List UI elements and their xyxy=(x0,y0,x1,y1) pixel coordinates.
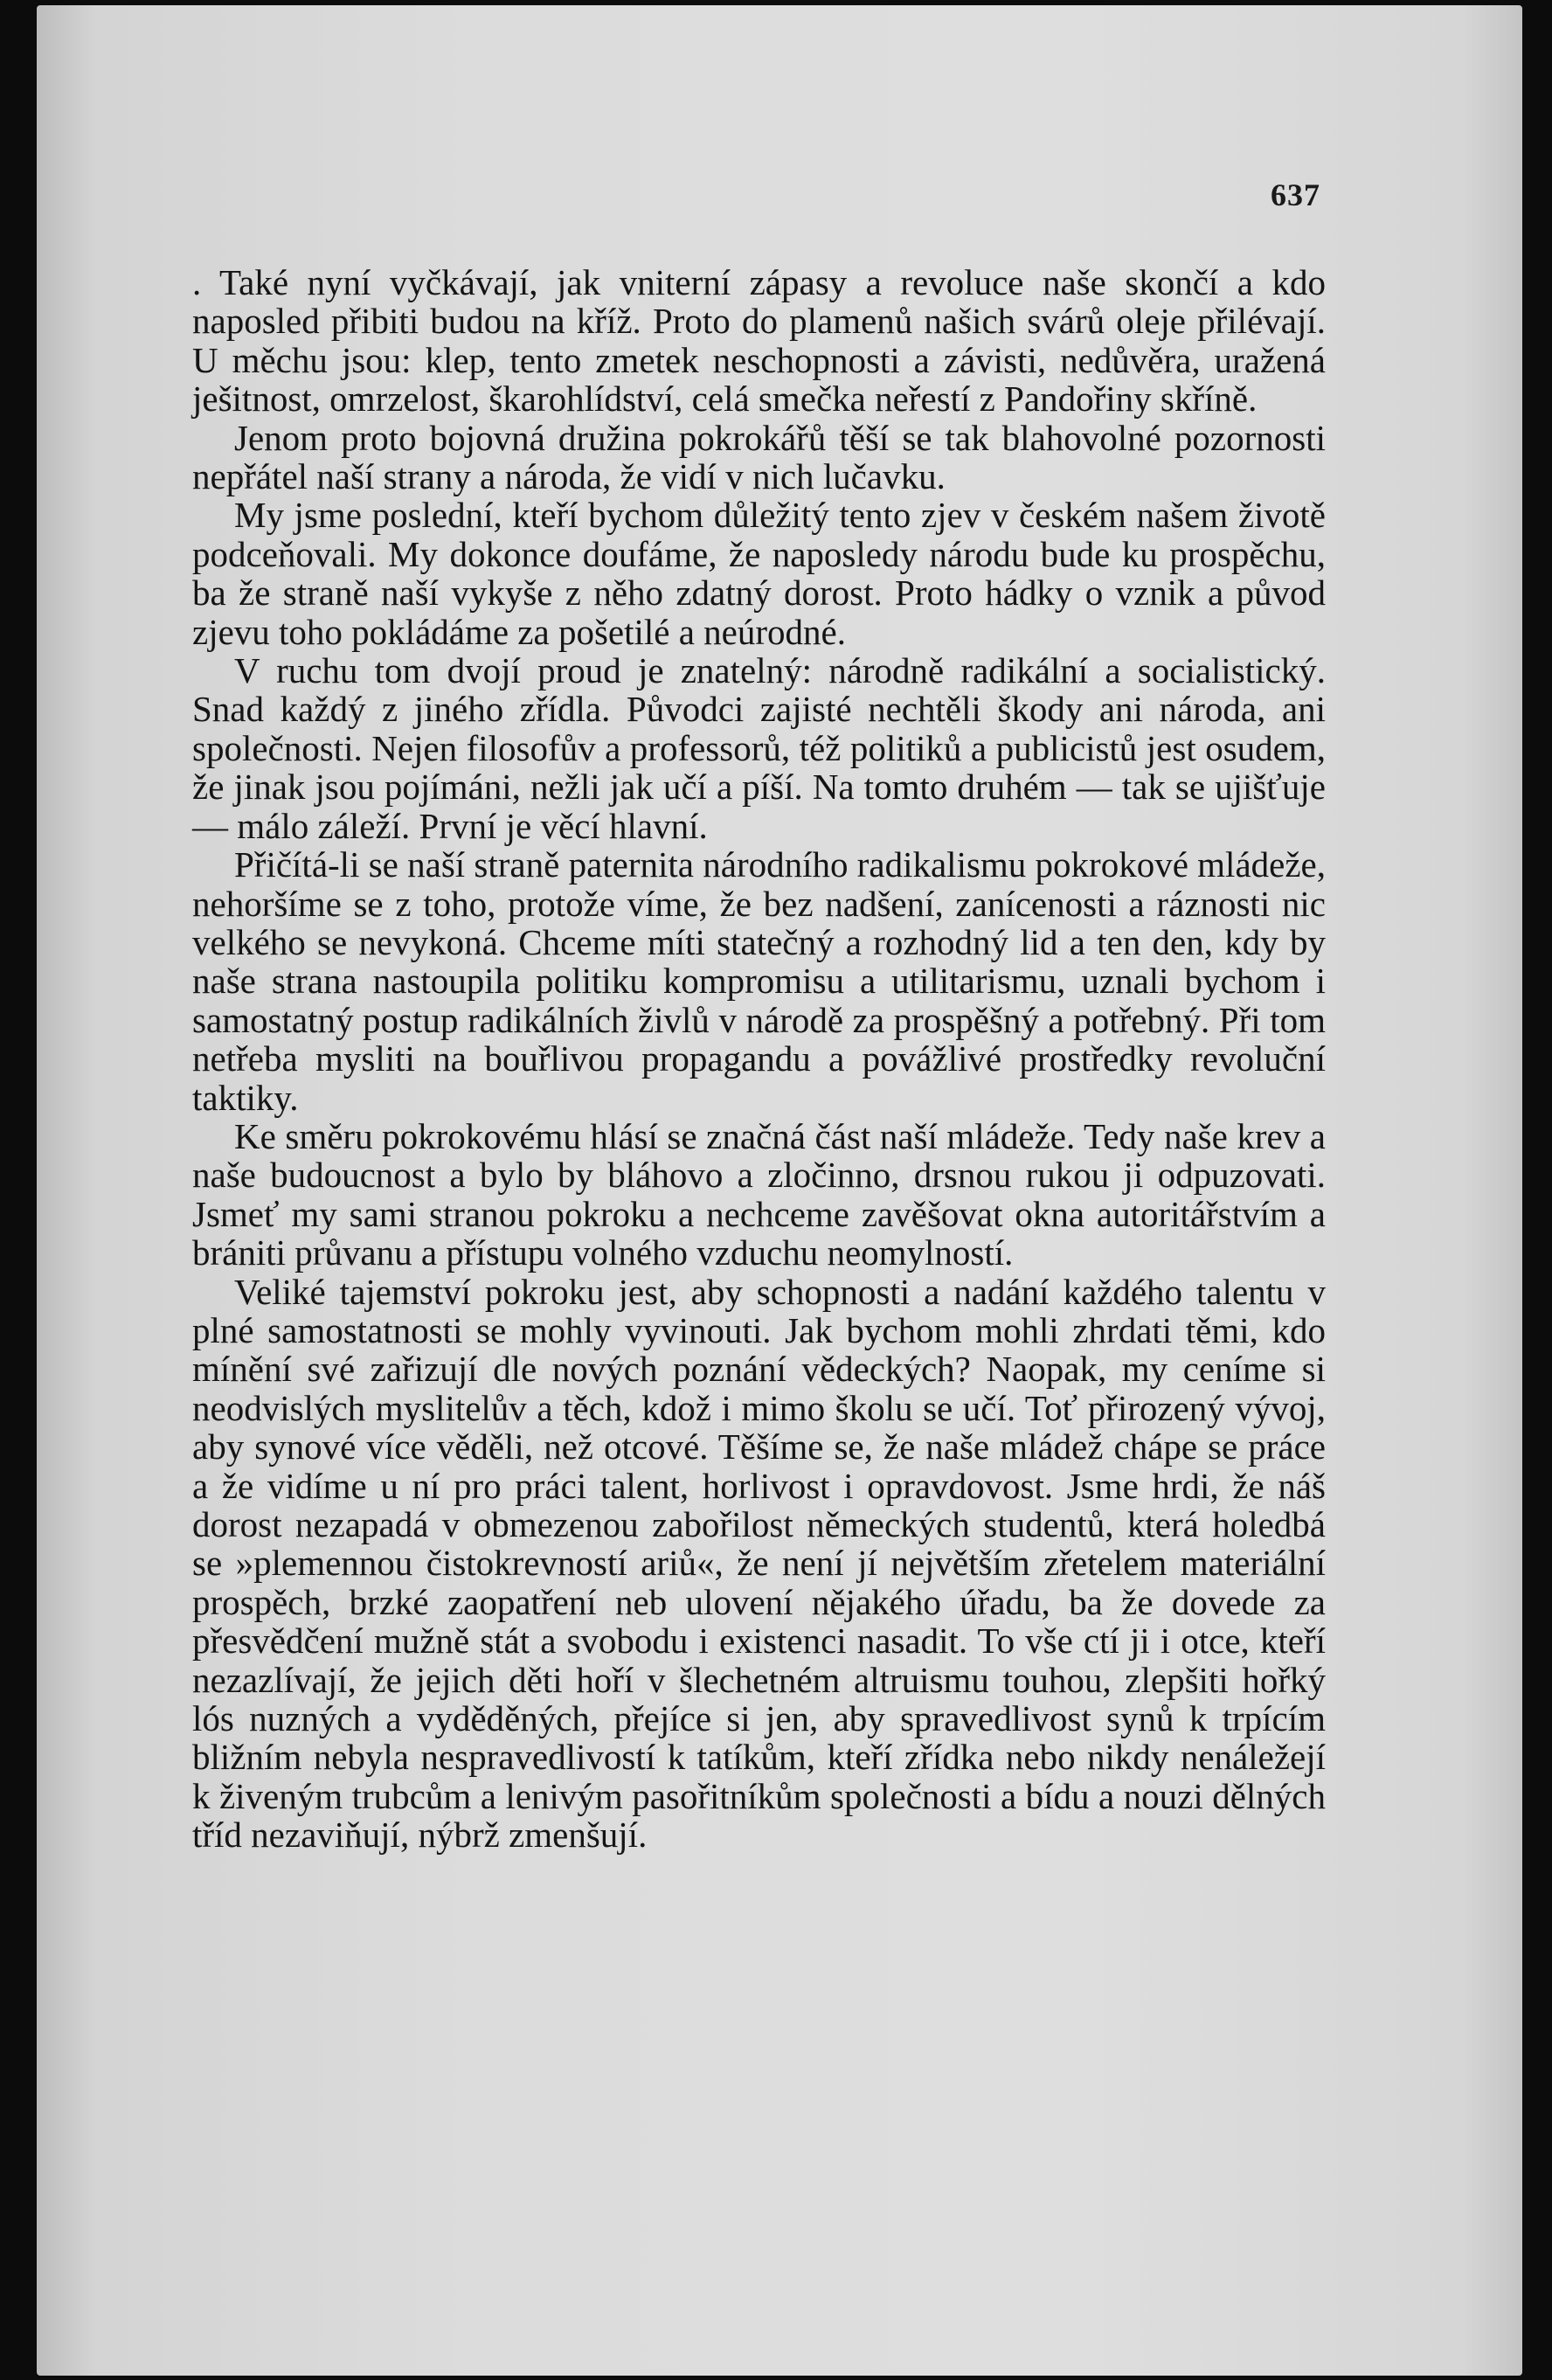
paragraph-6: Ke směru pokrokovému hlásí se značná část naší mládeže. Tedy naše krev a naše budoucnost a bylo by bláhovo a zločinno, drsnou rukou ji odpuzovati. Jsmeť my sami stranou pokroku a nechceme zavěšovat okna autoritářstvím a brániti průvanu a přístupu volného vzduchu neomylností. xyxy=(192,1115,1326,1273)
paragraph-5: Přičítá-li se naší straně paternita národního radikalismu pokrokové mládeže, nehoršíme se z toho, protože víme, že bez nadšení, zanícenosti a ráznosti nic velkého se nevykoná. Chceme míti statečný a rozhodný lid a ten den, kdy by naše strana nastoupila politiku kompromisu a utilitarismu, uznali bychom i samostatný postup radikálních živlů v národě za prospěšný a potřebný. Při tom netřeba mysliti na bouřlivou propagandu a povážlivé prostředky revoluční taktiky. xyxy=(192,844,1326,1118)
paragraph-4: V ruchu tom dvojí proud je znatelný: národně radikální a socialistický. Snad každý z jiného zřídla. Původci zajisté nechtěli škody ani národa, ani společnosti. Nejen filosofův a professorů, též politiků a publicistů jest osudem, že jinak jsou pojímáni, nežli jak učí a píší. Na tomto druhém — tak se ujišťuje — málo záleží. První je věcí hlavní. xyxy=(192,650,1326,846)
body-text xyxy=(192,263,1326,1855)
paragraph-3: My jsme poslední, kteří bychom důležitý tento zjev v českém našem životě podceňovali. My dokonce doufáme, že naposledy národu bude ku prospěchu, ba že straně naší vykyše z něho zdatný dorost. Proto hádky o vznik a původ zjevu toho pokládáme za pošetilé a neúrodné. xyxy=(192,495,1326,652)
paragraph-1: . Také nyní vyčkávají, jak vniterní zápasy a revoluce naše skončí a kdo naposled přibiti budou na kříž. Proto do plamenů našich svárů oleje přilévají. U měchu jsou: klep, tento zmetek neschopnosti a závisti, nedůvěra, uražená ješitnost, omrzelost, škarohlídství, celá smečka neřestí z Pandořiny skříně. xyxy=(192,262,1326,420)
paragraph-7: Veliké tajemství pokroku jest, aby schopnosti a nadání každého talentu v plné samostatnosti se mohly vyvinouti. Jak bychom mohli zhrdati těmi, kdo mínění své zařizují dle nových poznání vědeckých? Naopak, my ceníme si neodvislých myslitelův a těch, kdož i mimo školu se učí. Toť přirozený vývoj, aby synové více věděli, než otcové. Těšíme se, že naše mládež chápe se práce a že vidíme u ní pro práci talent, horlivost i opravdovost. Jsme hrdi, že náš dorost nezapadá v obmezenou zabořilost německých studentů, která holedbá se »plemennou čistokrevností ariů«, že není jí největším zřetelem materiální prospěch, brzké zaopatření neb ulovení nějakého úřadu, ba že dovede za přesvědčení mužně stát a svobodu i existenci nasadit. To vše ctí ji i otce, kteří nezazlívají, že jejich děti hoří v šlechetném altruismu touhou, zlepšiti hořký lós nuzných a vyděděných, přejíce si jen, aby spravedlivost synů k trpícím bližním nebyla nespravedlivostí k tatíkům, kteří zřídka nebo nikdy nenáležejí k živeným trubcům a lenivým pasořitníkům společnosti a bídu a nouzi dělných tříd nezaviňují, nýbrž zmenšují. xyxy=(192,1271,1326,1856)
page-number: 637 xyxy=(1271,177,1320,212)
paragraph-2: Jenom proto bojovná družina pokrokářů těší se tak blahovolné pozornosti nepřátel naší strany a národa, že vidí v nich lučavku. xyxy=(192,417,1326,497)
book-page xyxy=(37,5,1522,2376)
